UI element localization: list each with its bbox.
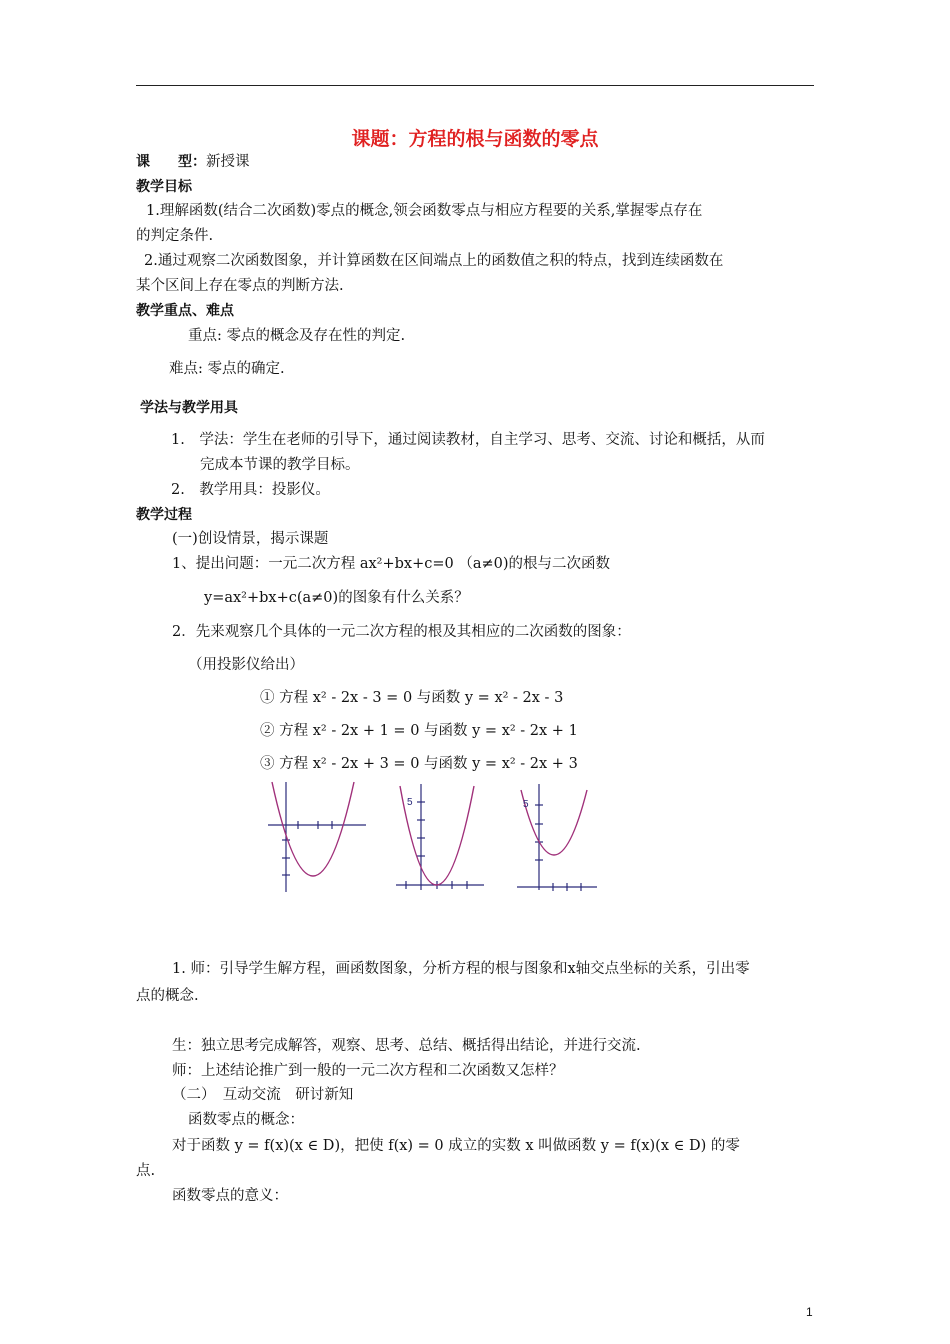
equation-3: ③ 方程 x² - 2x + 3 = 0 与函数 y = x² - 2x + 3: [260, 756, 578, 772]
definition-line1: 对于函数 y = f(x)(x ∈ D)，把使 f(x) = 0 成立的实数 x 叫做函数 y = f(x)(x ∈ D) 的零: [172, 1138, 740, 1154]
process-heading: 教学过程: [136, 507, 192, 523]
graph-2-tick-label: 5: [407, 797, 413, 808]
objective-2-line1: 2.通过观察二次函数图象，并计算函数在区间端点上的函数值之积的特点，找到连续函数在: [144, 253, 724, 269]
teacher-2: 师：上述结论推广到一般的一元二次方程和二次函数又怎样？: [172, 1063, 564, 1079]
method-1-line2: 完成本节课的教学目标。: [200, 457, 360, 473]
question-1-line1: 1、提出问题：一元二次方程 ax²+bx+c=0 （a≠0)的根与二次函数: [172, 556, 611, 572]
question-1-line2: y=ax²+bx+c(a≠0)的图象有什么关系？: [204, 590, 469, 606]
meaning-heading: 函数零点的意义：: [172, 1188, 288, 1204]
equation-2: ② 方程 x² - 2x + 1 = 0 与函数 y = x² - 2x + 1: [260, 723, 578, 739]
teacher-1-line1: 1. 师：引导学生解方程，画函数图象，分析方程的根与图象和x轴交点坐标的关系，引出零: [172, 961, 750, 977]
lesson-type-row: [136, 152, 250, 172]
equation-1: ① 方程 x² - 2x - 3 = 0 与函数 y = x² - 2x - 3: [260, 690, 564, 706]
method-2: 2. 教学用具：投影仪。: [171, 482, 330, 498]
lesson-type-label: 课 型：: [136, 154, 206, 170]
objective-1-line1: 1.理解函数(结合二次函数)零点的概念,领会函数零点与相应方程要的关系,掌握零点存在: [146, 203, 703, 219]
objective-2-line2: 某个区间上存在零点的判断方法.: [136, 278, 344, 294]
methods-heading: 学法与教学用具: [140, 400, 238, 416]
graph-3: [515, 780, 599, 892]
section-2-heading: （二） 互动交流 研讨新知: [172, 1087, 354, 1103]
header-rule: [136, 85, 814, 86]
method-1-line1: 1. 学法：学生在老师的引导下，通过阅读教材，自主学习、思考、交流、讨论和概括，从而: [171, 432, 765, 448]
graph-1: [266, 780, 370, 895]
page-title: 课题：方程的根与函数的零点: [351, 128, 599, 150]
graph-3-svg: [515, 780, 599, 892]
key-point-difficulty: 难点: 零点的确定.: [169, 361, 285, 377]
page-number: 1: [806, 1305, 813, 1319]
objective-1-line2: 的判定条件.: [136, 228, 214, 244]
lesson-type-value: 新授课: [206, 154, 250, 170]
objectives-heading: 教学目标: [136, 179, 192, 195]
graph-2-svg: [394, 780, 486, 892]
student-response: 生：独立思考完成解答，观察、思考、总结、概括得出结论，并进行交流.: [172, 1038, 641, 1054]
key-point-focus: 重点: 零点的概念及存在性的判定.: [188, 328, 406, 344]
graph-3-parabola: [521, 790, 587, 855]
section-1-heading: (一)创设情景，揭示课题: [172, 531, 329, 547]
projector-note: （用投影仪给出）: [188, 657, 304, 673]
question-2: 2．先来观察几个具体的一元二次方程的根及其相应的二次函数的图象：: [172, 624, 631, 640]
definition-line2: 点.: [136, 1163, 156, 1179]
concept-heading: 函数零点的概念：: [188, 1112, 304, 1128]
teacher-1-line2: 点的概念.: [136, 988, 199, 1004]
graph-3-tick-label: 5: [523, 799, 529, 810]
key-points-heading: 教学重点、难点: [136, 303, 234, 319]
graph-1-parabola: [272, 782, 354, 876]
graph-1-svg: [266, 780, 370, 895]
graph-2: [394, 780, 486, 892]
